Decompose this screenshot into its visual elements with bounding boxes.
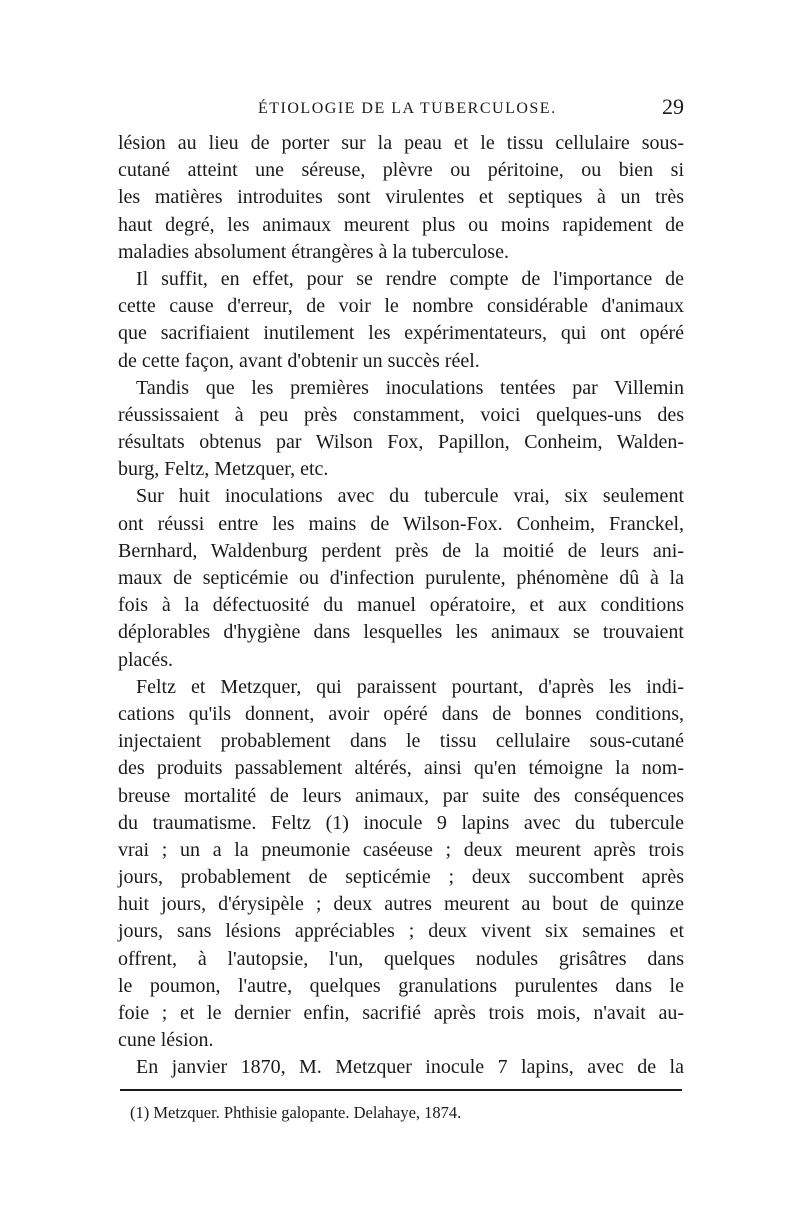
text-line: burg, Feltz, Metzquer, etc. [118, 458, 329, 481]
text-line: ont réussi entre les mains de Wilson-Fox. Conheim, Franckel, [118, 512, 684, 535]
text-line: injectaient probablement dans le tissu cellulaire sous-cutané [118, 730, 684, 753]
body-text [118, 130, 684, 1082]
text-line: offrent, à l'autopsie, l'un, quelques nodules grisâtres dans [118, 947, 684, 970]
text-line: cette cause d'erreur, de voir le nombre considérable d'animaux [118, 295, 684, 318]
text-line: jours, probablement de septicémie ; deux succombent après [118, 866, 684, 889]
text-line: breuse mortalité de leurs animaux, par suite des conséquences [118, 784, 684, 807]
text-line: En janvier 1870, M. Metzquer inocule 7 lapins, avec de la [136, 1056, 684, 1079]
text-line: Bernhard, Waldenburg perdent près de la moitié de leurs ani- [118, 539, 684, 562]
text-line: que sacrifiaient inutilement les expérimentateurs, qui ont opéré [118, 322, 684, 345]
text-line: déplorables d'hygiène dans lesquelles les animaux se trouvaient [118, 621, 684, 644]
text-line: haut degré, les animaux meurent plus ou moins rapidement de [118, 213, 684, 236]
text-line: cations qu'ils donnent, avoir opéré dans de bonnes conditions, [118, 702, 684, 725]
running-head [118, 94, 684, 124]
text-line: huit jours, d'érysipèle ; deux autres meurent au bout de quinze [118, 893, 684, 916]
text-line: foie ; et le dernier enfin, sacrifié après trois mois, n'avait au- [118, 1002, 684, 1024]
text-line: des produits passablement altérés, ainsi qu'en témoigne la nom- [118, 757, 684, 780]
text-line: vrai ; un a la pneumonie caséeuse ; deux meurent après trois [118, 838, 684, 861]
text-line: Tandis que les premières inoculations tentées par Villemin [136, 376, 684, 399]
text-line: cune lésion. [118, 1029, 214, 1052]
text-line: résultats obtenus par Wilson Fox, Papillon, Conheim, Walden- [118, 431, 684, 454]
page-number: 29 [662, 94, 684, 119]
footnote: (1) Metzquer. Phthisie galopante. Delahaye, 1874. [130, 1103, 462, 1122]
text-line: Il suffit, en effet, pour se rendre compte de l'importance de [136, 267, 684, 290]
footnote-rule [120, 1089, 682, 1091]
text-line: Sur huit inoculations avec du tubercule vrai, six seulement [136, 485, 684, 508]
text-line: placés. [118, 648, 173, 671]
text-line: fois à la défectuosité du manuel opératoire, et aux conditions [118, 594, 684, 617]
text-line: maux de septicémie ou d'infection purulente, phénomène dû à la [118, 567, 684, 589]
text-line: du traumatisme. Feltz (1) inocule 9 lapins avec du tubercule [118, 811, 684, 834]
text-line: maladies absolument étrangères à la tuberculose. [118, 240, 509, 263]
text-line: jours, sans lésions appréciables ; deux vivent six semaines et [118, 920, 684, 943]
text-line: lésion au lieu de porter sur la peau et le tissu cellulaire sous- [118, 132, 684, 154]
text-line: cutané atteint une séreuse, plèvre ou péritoine, ou bien si [118, 159, 684, 182]
text-line: réussissaient à peu près constamment, voici quelques-uns des [118, 403, 684, 426]
running-title: ÉTIOLOGIE DE LA TUBERCULOSE. [258, 100, 557, 117]
text-line: de cette façon, avant d'obtenir un succès réel. [118, 349, 480, 372]
text-line: le poumon, l'autre, quelques granulations purulentes dans le [118, 974, 684, 997]
text-line: Feltz et Metzquer, qui paraissent pourtant, d'après les indi- [136, 675, 684, 698]
text-line: les matières introduites sont virulentes et septiques à un très [118, 186, 684, 209]
